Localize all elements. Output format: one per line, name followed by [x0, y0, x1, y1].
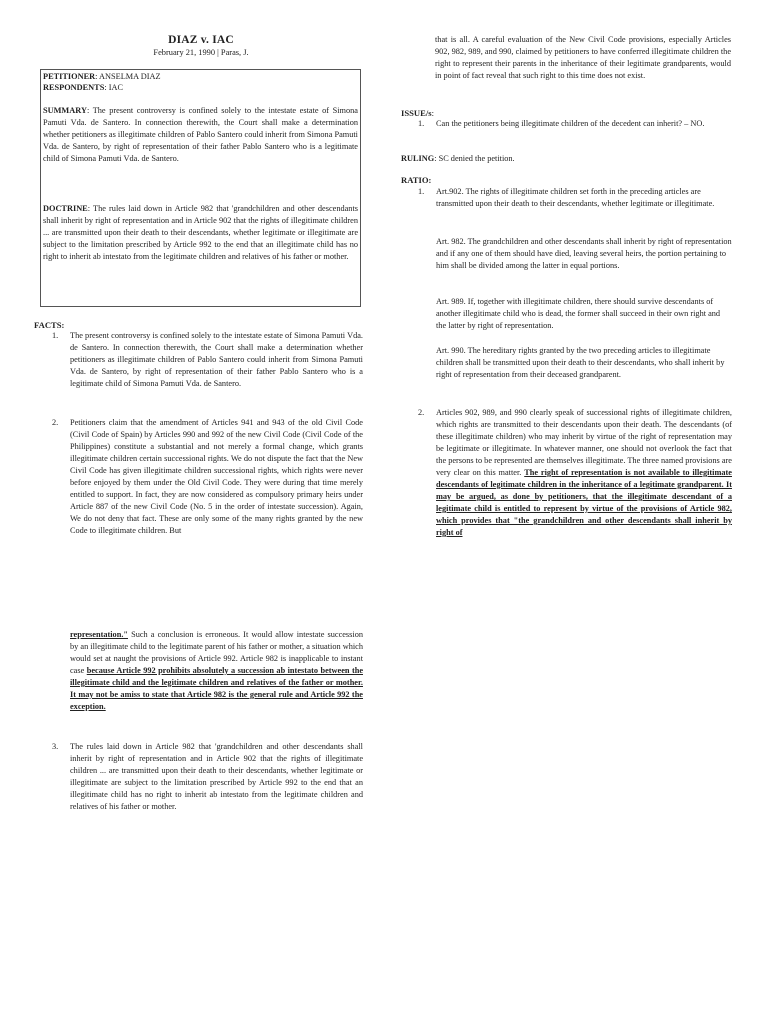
article-982-text: Art. 982. The grandchildren and other descendants shall inherit by right of representation and if any one of them should have died, leaving several heirs, the portion pertaining to him shall be divided among the latter in equal portions. [436, 237, 732, 270]
doctrine-paragraph [43, 203, 358, 263]
facts-item-1-number: 1. [52, 331, 59, 340]
summary-text: : The present controversy is confined solely to the intestate estate of Simona Pamuti Vda. de Santero. In connection therewith, the Court shall make a determination whether petitioners as illegitimate children of Pablo Santero could inherit from Simona Pamuti Vda. de Santero, by right of representation of their father Pablo Santero who is a legitimate child of Simona Pamuti Vda. de Santero. [43, 106, 358, 163]
ratio-2-text: Articles 902, 989, and 990 clearly speak of successional rights of illegitimate children, which rights are transmitted to their descendants upon their death. The descendants (of these illegitimate children) who may inherit by virtue of the right of representation may be legitimate or illegitimate. In whatever manner, one should not overlook the fact that the persons to be represented are themselves illegitimate. The three named provisions are very clear on this matter. [436, 408, 732, 477]
ratio-2-bold-underlined: The right of representation is not available to illegitimate descendants of legitimate children in the inheritance of a legitimate grandparent. It may be argued, as done by petitioners, that the illegitimate descendant of a legitimate child is entitled to represent by virtue of the provisions of Article 982, which provides that "the grandchildren and other descendants shall inherit by right of [436, 468, 732, 537]
issues-heading: ISSUE/s: [401, 108, 434, 118]
facts-item-3-text: The rules laid down in Article 982 that 'grandchildren and other descendants shall inherit by right of representation and in Article 902 that the rights of illegitimate children ... are transmitted upon their death to their descendants, whether legitimate or illegitimate are subject to the limitation prescribed by Article 992 to the end that an illegitimate child has no right to inherit ab intestato from the legitimate children and relatives of his father or mother. [70, 742, 363, 811]
summary-label: SUMMARY [43, 106, 87, 115]
issue-1-number: 1. [418, 119, 425, 128]
facts-item-2-continuation [70, 629, 363, 713]
issue-1-text: Can the petitioners being illegitimate children of the decedent can inherit? – NO. [436, 119, 705, 128]
ruling-label: RULING [401, 154, 435, 163]
continuation-top-text: that is all. A careful evaluation of the New Civil Code provisions, especially Articles 902, 982, 989, and 990, claimed by petitioners to have conferred illegitimate children the right to represent their parents in the inheritance of their legitimate grandparents, would in point of fact reveal that such right to this time does not exist. [435, 35, 731, 80]
facts-item-1-text: The present controversy is confined solely to the intestate estate of Simona Pamuti Vda. de Santero. In connection therewith, the Court shall make a determination whether petitioners as illegitimate children of Pablo Santero could inherit from Simona Pamuti Vda. de Santero, by right of representation of their father Pablo Santero who is a legitimate child of Simona Pamuti Vda. de Santero. [70, 331, 363, 388]
representation-underlined: representation." [70, 630, 128, 639]
ruling-line [401, 153, 731, 165]
petitioner-label: PETITIONER [43, 72, 96, 81]
ratio-2-paragraph [436, 407, 732, 539]
facts-item-2-number: 2. [52, 418, 59, 427]
facts-item-2-text: Petitioners claim that the amendment of Articles 941 and 943 of the old Civil Code (Civil Code of Spain) by Articles 990 and 992 of the new Civil Code (Civil Code of the Philippines) constitute a substantial and not merely a formal change, which grants illegitimate children certain successional rights. We do not dispute the fact that the New Civil Code has given illegitimate children successional rights, which rights were never before enjoyed by them under the Old Civil Code. They were during that time merely entitled to support. In fact, they are now considered as compulsory primary heirs under Article 887 of the new Civil Code (No. 5 in the order of intestate succession). Again, We do not deny that fact. These are only some of the many rights granted by the new Code to illegitimate children. But [70, 418, 363, 535]
doctrine-label: DOCTRINE [43, 204, 88, 213]
summary-paragraph [43, 105, 358, 165]
ratio-1-number: 1. [418, 187, 425, 196]
respondents-value: : IAC [104, 83, 123, 92]
ratio-heading: RATIO: [401, 175, 432, 185]
case-title: DIAZ v. IAC [168, 34, 234, 46]
article-902-text: Art.902. The rights of illegitimate children set forth in the preceding articles are transmitted upon their death to their descendants, whether legitimate or illegitimate. [436, 187, 715, 208]
facts-heading: FACTS: [34, 320, 65, 330]
case-date-line: February 21, 1990 | Paras, J. [153, 48, 249, 57]
continuation-text: Such a conclusion is erroneous. It would allow intestate succession by an illegitimate child to the legitimate parent of his father or mother, a situation which would set at naught the provisions of Article 992. Article 982 is inapplicable to instant case [70, 630, 363, 675]
ruling-text: : SC denied the petition. [434, 154, 515, 163]
ratio-2-number: 2. [418, 408, 425, 417]
article-989-text: Art. 989. If, together with illegitimate children, there should survive descendants of another illegitimate child who is dead, the former shall succeed in their own right and the latter by right of representation. [436, 297, 721, 330]
facts-item-3-number: 3. [52, 742, 59, 751]
doctrine-text: : The rules laid down in Article 982 that 'grandchildren and other descendants shall inherit by right of representation and in Article 902 that the rights of illegitimate children ... are transmitted upon their death to their descendants, whether legitimate or illegitimate are subject to the limitation prescribed by Article 992 to the end that an illegitimate child has no right to inherit ab intestato from the legitimate children and relatives of his father or mother. [43, 204, 358, 261]
article-990-text: Art. 990. The hereditary rights granted by the two preceding articles to illegitimate children shall be transmitted upon their death to their descendants, who shall inherit by right of representation from their deceased grandparent. [436, 346, 725, 379]
respondents-label: RESPONDENTS [43, 83, 105, 92]
petitioner-value: : ANSELMA DIAZ [95, 72, 161, 81]
respondents-line [43, 82, 359, 94]
continuation-bold-underlined: because Article 992 prohibits absolutely a succession ab intestato between the illegitimate child and the legitimate children and relatives of the father or mother. It may not be amiss to state that Article 982 is the general rule and Article 992 the exception. [70, 666, 363, 711]
